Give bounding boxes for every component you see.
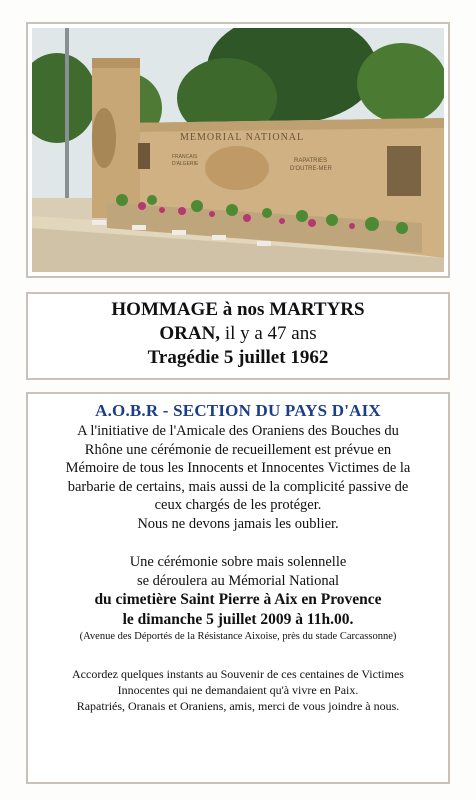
memorial-engraving-right-2: D'OUTRE-MER — [290, 166, 332, 172]
closing-line: Accordez quelques instants au Souvenir de ces centaines de Victimes — [72, 667, 404, 681]
ceremony-line: Une cérémonie sobre mais solennelle — [129, 554, 347, 570]
memorial-engraving-main: MEMORIAL NATIONAL — [180, 132, 305, 143]
intro-paragraph — [36, 422, 440, 533]
title-years: il y a 47 ans — [220, 323, 317, 344]
ceremony-location: du cimetière Saint Pierre à Aix en Provence — [94, 591, 382, 608]
memorial-photo — [32, 28, 444, 272]
section-heading: A.O.B.R - SECTION DU PAYS D'AIX — [95, 401, 381, 420]
ceremony-paragraph — [36, 553, 440, 644]
ceremony-line: se déroulera au Mémorial National — [136, 572, 340, 589]
title-line-2 — [28, 322, 448, 346]
title-line-3: Tragédie 5 juillet 1962 — [147, 347, 329, 368]
intro-line: ceux chargés de les protéger. — [154, 497, 322, 513]
ceremony-address: (Avenue des Déportés de la Résistance Aixoise, près du stade Carcassonne) — [79, 631, 397, 642]
intro-line: barbarie de certains, mais aussi de la complicité passive de — [67, 478, 409, 495]
memorial-illustration — [32, 28, 444, 272]
title-oran: ORAN, — [159, 323, 221, 344]
memorial-engraving-left-1: FRANCAIS — [172, 154, 198, 160]
announcement-box — [26, 392, 450, 784]
memorial-engraving-left-2: D'ALGERIE — [172, 161, 199, 167]
closing-line: Rapatriés, Oranais et Oraniens, amis, merci de vous joindre à nous. — [76, 699, 400, 713]
memorial-engraving-right-1: RAPATRIES — [294, 158, 328, 164]
intro-line: A l'initiative de l'Amicale des Oraniens des Bouches du — [77, 423, 399, 439]
closing-paragraph — [36, 666, 440, 714]
title-line-1: HOMMAGE à nos MARTYRS — [111, 299, 365, 320]
intro-line: Mémoire de tous les Innocents et Innocentes Victimes de la — [65, 460, 411, 476]
intro-line: Nous ne devons jamais les oublier. — [137, 515, 339, 532]
intro-line: Rhône une cérémonie de recueillement est prévue en — [84, 441, 392, 458]
memorial-photo-frame — [26, 22, 450, 278]
closing-line: Innocentes qui ne demandaient qu'à vivre en Paix. — [117, 683, 359, 697]
ceremony-date: le dimanche 5 juillet 2009 à 11h.00. — [122, 611, 354, 628]
title-box — [26, 292, 450, 380]
